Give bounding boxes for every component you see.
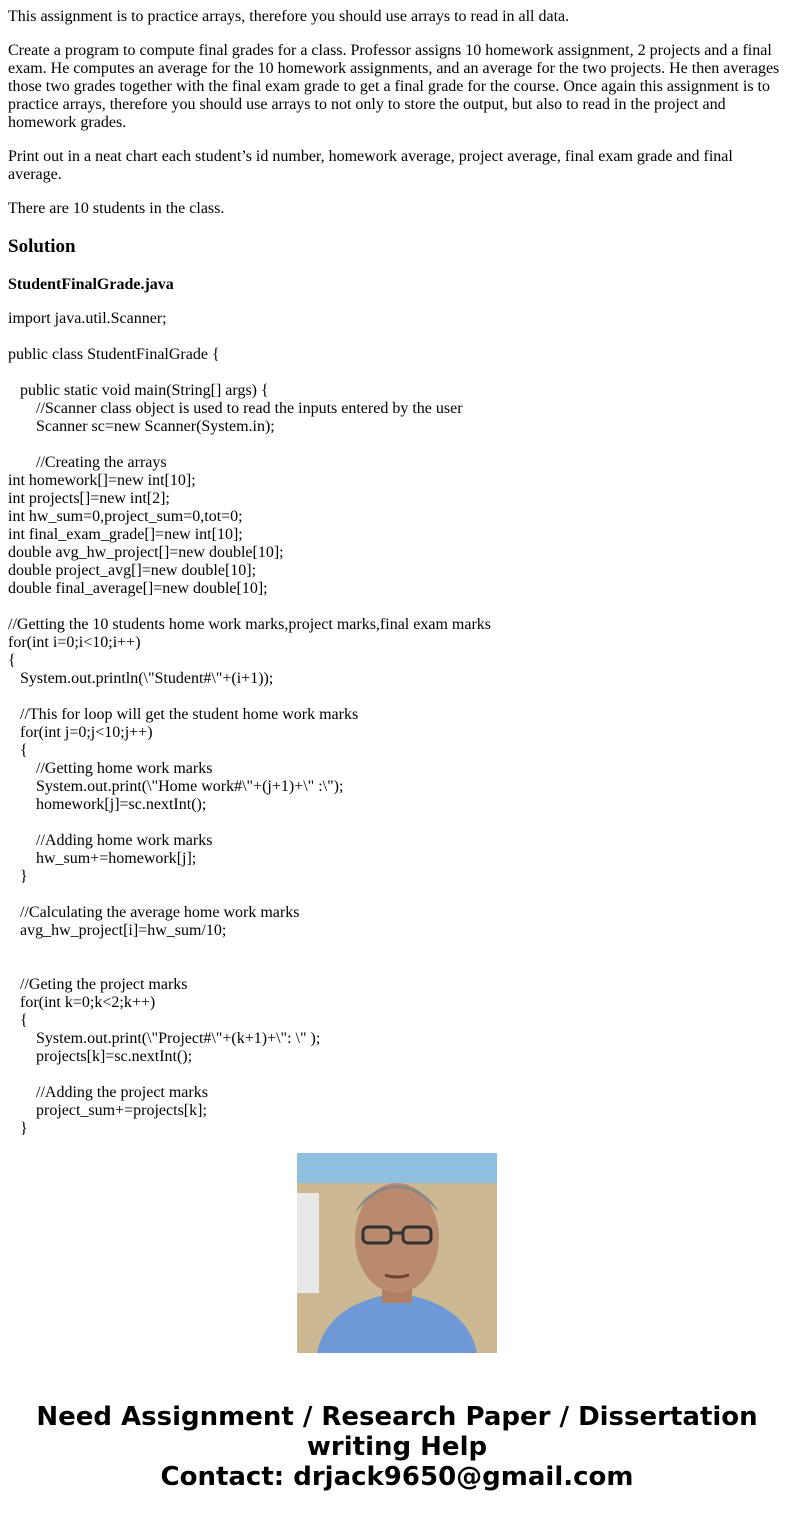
code-line [8,598,786,616]
code-line: for(int k=0;k<2;k++) [20,994,156,1011]
code-line: projects[k]=sc.nextInt(); [36,1048,193,1065]
code-line: int homework[]=new int[10]; [8,472,196,489]
code-line: } [20,868,28,885]
promo-contact: Contact: drjack9650@gmail.com [160,1462,634,1492]
code-line [8,436,786,454]
author-photo [297,1153,497,1353]
code-line: System.out.print(\"Project#\"+(k+1)+\": \" ); [36,1030,321,1047]
code-line: //Getting the 10 students home work marks,project marks,final exam marks [8,616,491,633]
code-line: //Getting home work marks [36,760,213,777]
code-line: { [20,742,28,759]
code-line: //Scanner class object is used to read the inputs entered by the user [36,400,463,417]
code-line: avg_hw_project[i]=hw_sum/10; [20,922,227,939]
code-line: //Adding the project marks [36,1084,208,1101]
code-line [8,958,786,976]
promo-banner [0,1402,794,1492]
code-line: //Creating the arrays [36,454,167,471]
code-line: Scanner sc=new Scanner(System.in); [36,418,275,435]
code-line: } [20,1120,28,1137]
code-line: for(int j=0;j<10;j++) [20,724,153,741]
promo-line-1: Need Assignment / Research Paper / Dissertation [36,1402,758,1432]
code-line: //Geting the project marks [20,976,188,993]
code-line: System.out.print(\"Home work#\"+(j+1)+\" :\"); [36,778,344,795]
code-line: hw_sum+=homework[j]; [36,850,197,867]
output-requirement: Print out in a neat chart each student’s id number, homework average, project average, final exam grade and final average. [8,148,733,183]
code-line: { [20,1012,28,1029]
code-line: import java.util.Scanner; [8,310,167,327]
code-line: System.out.println(\"Student#\"+(i+1)); [20,670,274,687]
code-line: public class StudentFinalGrade { [8,346,220,363]
assignment-description: Create a program to compute final grades for a class. Professor assigns 10 homework assignment, 2 projects and a final exam. He computes an average for the 10 homework assignments, and an average for the two projects. He then averages those two grades together with the final exam grade to get a final grade for the course. Once again this assignment is to practice arrays, therefore you should use arrays to not only to store the output, but also to read in the project and homework grades. [8,42,780,131]
code-line: int final_exam_grade[]=new int[10]; [8,526,243,543]
code-line: //Calculating the average home work marks [20,904,300,921]
code-line: project_sum+=projects[k]; [36,1102,207,1119]
code-line: double avg_hw_project[]=new double[10]; [8,544,284,561]
code-line: double project_avg[]=new double[10]; [8,562,257,579]
code-line [8,886,786,904]
code-line [8,364,786,382]
code-line [8,814,786,832]
code-line [8,328,786,346]
intro-paragraph: This assignment is to practice arrays, therefore you should use arrays to read in all data. [8,8,570,25]
code-line: { [8,652,16,669]
code-line: double final_average[]=new double[10]; [8,580,268,597]
code-line: //Adding home work marks [36,832,213,849]
code-block [8,310,786,1137]
code-line: int projects[]=new int[2]; [8,490,170,507]
code-line: int hw_sum=0,project_sum=0,tot=0; [8,508,243,525]
code-line [8,1066,786,1084]
solution-heading: Solution [8,236,76,257]
code-line: //This for loop will get the student home work marks [20,706,359,723]
code-line: for(int i=0;i<10;i++) [8,634,141,651]
code-line: public static void main(String[] args) { [20,382,269,399]
file-name: StudentFinalGrade.java [8,276,174,293]
code-line [8,688,786,706]
code-line: homework[j]=sc.nextInt(); [36,796,207,813]
code-line [8,940,786,958]
class-size-note: There are 10 students in the class. [8,200,225,217]
promo-line-2: writing Help [306,1432,488,1462]
